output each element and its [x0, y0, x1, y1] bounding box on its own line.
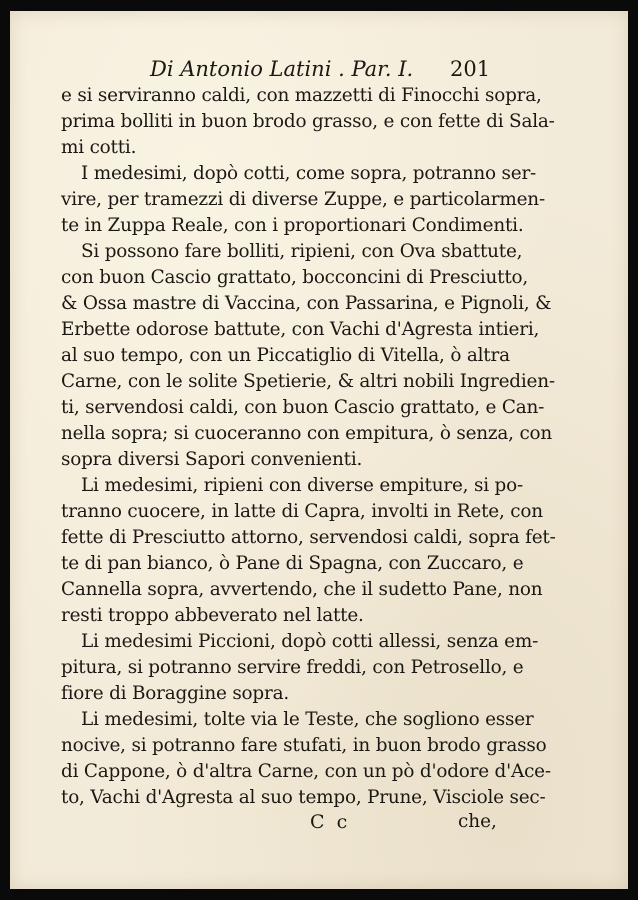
- body-line: Erbette odorose battute, con Vachi d'Agresta intieri,: [61, 319, 540, 340]
- body-line: resti troppo abbeverato nel latte.: [61, 605, 364, 626]
- body-line: Li medesimi, tolte via le Teste, che sogliono esser: [81, 709, 534, 730]
- book-page: [10, 11, 628, 889]
- body-line: fiore di Boraggine sopra.: [61, 683, 290, 704]
- body-line: to, Vachi d'Agresta al suo tempo, Prune, Visciole sec-: [61, 787, 546, 808]
- body-line: pitura, si potranno servire freddi, con Petrosello, e: [61, 657, 524, 678]
- catchword: che,: [458, 811, 497, 832]
- body-line: mi cotti.: [61, 137, 137, 158]
- signature-mark: C c: [310, 811, 351, 833]
- body-line: ti, servendosi caldi, con buon Cascio grattato, e Can-: [61, 397, 545, 418]
- body-line: Li medesimi, ripieni con diverse empiture, si po-: [81, 475, 523, 496]
- page-text: [10, 11, 628, 889]
- body-line: & Ossa mastre di Vaccina, con Passarina, e Pignoli, &: [61, 293, 552, 314]
- body-line: fette di Presciutto attorno, servendosi caldi, sopra fet-: [61, 527, 556, 548]
- body-line: Si possono fare bolliti, ripieni, con Ova sbattute,: [81, 241, 523, 262]
- body-line: te di pan bianco, ò Pane di Spagna, con Zuccaro, e: [61, 553, 524, 574]
- body-line: con buon Cascio grattato, bocconcini di Presciutto,: [61, 267, 529, 288]
- body-line: nella sopra; si cuoceranno con empitura, ò senza, con: [61, 423, 553, 444]
- body-line: te in Zuppa Reale, con i proportionari Condimenti.: [61, 215, 524, 236]
- body-line: Li medesimi Piccioni, dopò cotti allessi, senza em-: [81, 631, 539, 652]
- body-line: e si serviranno caldi, con mazzetti di Finocchi sopra,: [61, 85, 542, 106]
- running-title: Di Antonio Latini . Par. I.: [150, 57, 414, 81]
- body-line: di Cappone, ò d'altra Carne, con un pò d'odore d'Ace-: [61, 761, 551, 782]
- body-line: Carne, con le solite Spetierie, & altri nobili Ingredien-: [61, 371, 555, 392]
- body-line: prima bolliti in buon brodo grasso, e con fette di Sala-: [61, 111, 555, 132]
- body-line: nocive, si potranno fare stufati, in buon brodo grasso: [61, 735, 547, 756]
- body-line: tranno cuocere, in latte di Capra, involti in Rete, con: [61, 501, 543, 522]
- body-line: Cannella sopra, avvertendo, che il sudetto Pane, non: [61, 579, 543, 600]
- page-number: 201: [450, 57, 491, 81]
- body-line: al suo tempo, con un Piccatiglio di Vitella, ò altra: [61, 345, 510, 366]
- body-line: sopra diversi Sapori convenienti.: [61, 449, 363, 470]
- body-line: vire, per tramezzi di diverse Zuppe, e particolarmen-: [61, 189, 545, 210]
- body-line: I medesimi, dopò cotti, come sopra, potranno ser-: [81, 163, 537, 184]
